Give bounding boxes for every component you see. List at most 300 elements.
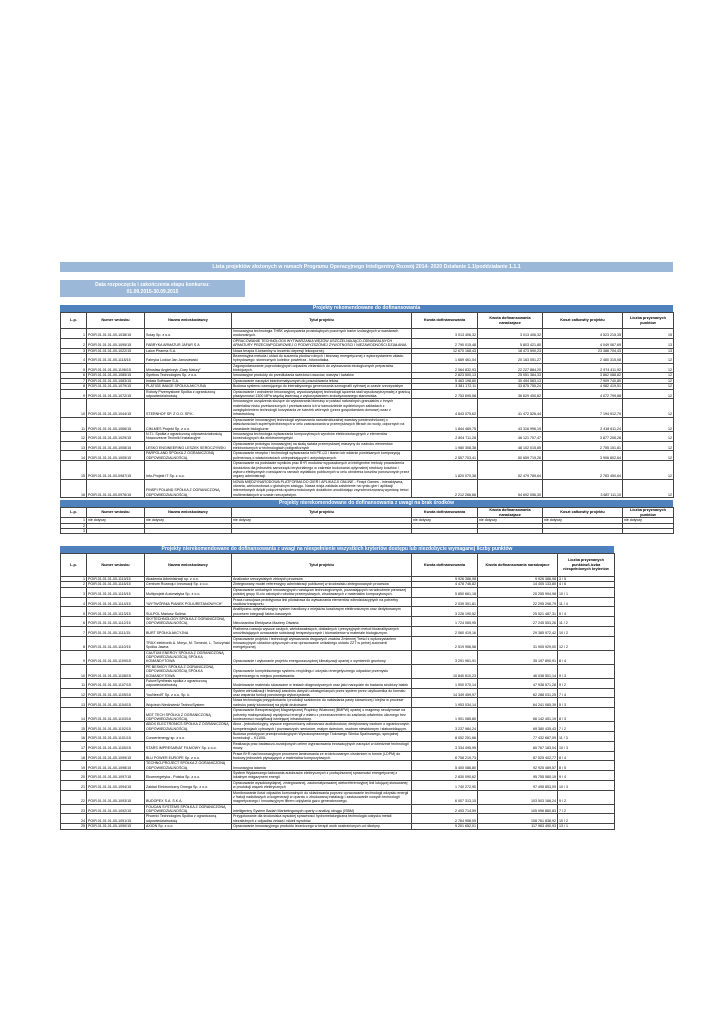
- cell-points: 12: [623, 389, 674, 399]
- cell-granted: 80 767 183,04: [478, 741, 558, 751]
- cell-name: Concertenergy sp. z o.o.: [145, 732, 232, 742]
- cell-granted: 117 963 490,93: [478, 824, 558, 829]
- cell-granted: 3 013 406,32: [478, 329, 543, 339]
- cell-name: SULPOL Mariusz Sulima: [145, 607, 232, 617]
- cell-cost: 5 463 198,80: [412, 378, 478, 383]
- cell-num: POIR.01.01.01-00-1105/15: [87, 688, 145, 698]
- table-row: [61, 790, 615, 804]
- cell-title: Nieczwardna Efektywna Maziery Otwarta: [232, 617, 412, 627]
- section-failed-criteria: Projekty nierekomendowane do dofinansowania z uwagi na niespełnienie wszystkich kryteriów dostępu lub niezdobycie wymaganej liczby punktów: [60, 546, 614, 553]
- col-header-number: Numer wniosku: [87, 313, 145, 329]
- col-header-title: Tytuł projektu: [232, 554, 412, 577]
- col-header-funding-cumulative: Kwota dofinansowania naradzajace: [478, 313, 543, 329]
- cell-cost: 1 900 070,14: [412, 678, 478, 688]
- cell-cost: 1 820 070,38: [412, 461, 478, 480]
- col-header-funding: Kwota dofinansowania: [412, 508, 478, 518]
- cell-title: Innowacyjna technologia THBK wykonywania prostokątnych pozornych barier izolacyjnych w warstwach wodonośnych.: [232, 329, 412, 339]
- cell-granted: 22 227 884,20: [478, 363, 543, 373]
- cell-title: Zintegrowany model referencyjny administracji publicznej w środowisku zintegrowanych procesów: [232, 582, 412, 587]
- cell-title: Nowa technologia przygotowania i produkcji szablonów do nakładania pasty lutowniczej i klejów w procesie nadruku pasty lutowniczej na płytki drukowane: [232, 698, 412, 708]
- cell-num: POIR.01.01.01-00-1102/15: [87, 722, 145, 732]
- cell-granted: 46 121 707,47: [478, 431, 543, 441]
- cell-num: POIR.01.01.01-00-1091/15: [87, 814, 145, 824]
- cell-granted: 27 245 553,26: [478, 617, 558, 627]
- cell-points: 10 / 3: [558, 780, 615, 790]
- cell-num: POIR.01.01.01-00-1097/15: [87, 771, 145, 781]
- cell-name: Centrum Rozwoju i Innowacji Sp. z o.o.: [145, 582, 232, 587]
- col-header-number: Numer wniosku: [87, 554, 145, 577]
- cell-name: BUDOPEX S.A. S.K.A.: [145, 790, 232, 804]
- table-row: [61, 814, 615, 824]
- cell-cost: 3 237 984,24: [412, 722, 478, 732]
- table-row: [61, 780, 615, 790]
- cell-lp: 7: [61, 626, 87, 636]
- cell-num: POIR.01.01.01-00-1044/15: [87, 399, 145, 418]
- cell-lp: 11: [61, 678, 87, 688]
- cell-total: 4 982 419,51: [543, 384, 623, 389]
- cell-granted: 87 525 402,77: [478, 751, 558, 761]
- cell-granted: 92 925 489,57: [478, 761, 558, 771]
- cell-name: FINSPI POLAND SPÓŁKA Z OGRANICZONĄ ODPOWIEDZIALNOŚCIĄ: [145, 479, 232, 498]
- cell-title: Opracowanie kompleksowego systemu recyklingu i odzysku energetycznego odpadów przemysłu papierniczego w miejscu powstawania.: [232, 664, 412, 678]
- cell-granted: 33 875 755,24: [478, 384, 543, 389]
- table-row: [61, 761, 615, 771]
- cell-granted: 25 051 384,33: [478, 373, 543, 378]
- cell-num: POIR.01.01.01-00-1072/15: [87, 389, 145, 399]
- cell-name: MGT TECH SPÓŁKA Z OGRANICZONĄ ODPOWIEDZIALNOŚCIĄ: [145, 708, 232, 722]
- col-header-number: Numer wniosku: [87, 508, 145, 518]
- cell-name: YouNeedIT Sp. z o.o. Sp. k.: [145, 688, 232, 698]
- cell-title: Analityczno-optymalizacyjny system handlowy z miejsków kosztowym elektronicznym oraz dedykowanym procesem integracji faktur-kasowych.: [232, 607, 412, 617]
- cell-cost: 2 212 266,66: [412, 479, 478, 498]
- cell-title: Opracowanie receptur i technologii wytwarzania folii PE-LD i tkanin lub włóknin powlekanych kompozycją polimerową o właściwościach uniepalniających i antystatycznych.: [232, 451, 412, 461]
- col-header-points-criteria: Liczba przyznanych punktów/Liczba niespełnionych kryteriów: [558, 554, 615, 577]
- cell-points: 8 / 4: [558, 751, 615, 761]
- cell-points: 12: [623, 399, 674, 418]
- cell-name: FOUCAN SYSTEMS SPÓŁKA Z OGRANICZONĄ ODPOWIEDZIALNOŚCIĄ: [145, 804, 232, 814]
- cell-num: POIR.01.01.01-00-1022/15: [87, 348, 145, 353]
- cell-lp: 20: [61, 771, 87, 781]
- cell-granted: 62 288 031,25: [478, 688, 558, 698]
- cell-lp: 1: [61, 518, 87, 523]
- cell-total: 3 906 802,64: [543, 451, 623, 461]
- cell-num: POIR.01.01.01-00-1079/15: [87, 384, 145, 389]
- cell-lp: 15: [61, 722, 87, 732]
- cell-num: POIR.01.01.01-00-0987/15: [87, 461, 145, 480]
- table-row: [61, 329, 674, 339]
- cell-title: Innowacyjna technologia wytwarzania kompozytowych wyrobów elektroizolacyjnych z elementów konstrukcyjnych dla elektroenergetyki: [232, 431, 412, 441]
- cell-cost: 6 758 219,73: [412, 751, 478, 761]
- cell-num: POIR.01.01.01-00-1083/15: [87, 378, 145, 383]
- cell-points: 12: [623, 384, 674, 389]
- cell-num: POIR.01.01.01-00-1093/15: [87, 790, 145, 804]
- table-row: [61, 479, 674, 498]
- cell-granted: 20 163 051,27: [478, 353, 543, 363]
- cell-num: POIR.01.01.01-00-1114/15: [87, 597, 145, 607]
- table-row: [61, 338, 674, 348]
- table-row: [61, 626, 615, 636]
- cell-name: PARPOLAND SPÓŁKA Z OGRANICZONĄ ODPOWIEDZIALNOŚCIĄ: [145, 451, 232, 461]
- cell-points: 12: [623, 373, 674, 378]
- cell-name: Multiprojekt Automatyka Sp. z o.o.: [145, 587, 232, 597]
- cell-name: nie dotyczy: [145, 518, 232, 523]
- cell-granted: 25 521 487,31: [478, 607, 558, 617]
- cell-granted: 43 316 996,19: [478, 417, 543, 431]
- cell-points: 11 / 4: [558, 597, 615, 607]
- cell-points: [623, 529, 674, 534]
- cell-points: 7 / 2: [558, 804, 615, 814]
- cell-num: POIR.01.01.01-00-1110/15: [87, 636, 145, 650]
- cell-num: POIR.01.01.01-00-1066/15: [87, 417, 145, 431]
- cell-total: 4 049 067,69: [543, 338, 623, 348]
- cell-total: 7 909 740,80: [543, 378, 623, 383]
- cell-points: 13: [623, 338, 674, 348]
- cell-points: 12: [623, 378, 674, 383]
- cell-granted: 54 692 056,30: [478, 479, 543, 498]
- cell-title: Opracowanie innowacyjnego produktu leczniczego w terapii osób uzależnionych od nikotyny.: [232, 824, 412, 829]
- cell-title: Analizator rzeczywistych zbiorych procesów: [232, 577, 412, 582]
- cell-lp: 5: [61, 607, 87, 617]
- cell-granted: 36 629 450,82: [478, 389, 543, 399]
- col-header-applicant: Nazwa wnioskodawcy: [145, 554, 232, 577]
- cell-points: 8 / 4: [558, 650, 615, 664]
- cell-lp: 7: [61, 378, 87, 383]
- cell-lp: 2: [61, 338, 87, 348]
- cell-granted: 14 405 133,80: [478, 582, 558, 587]
- cell-num: POIR.01.01.01-00-1094/15: [87, 780, 145, 790]
- cell-points: 8 / 5: [558, 761, 615, 771]
- cell-num: nie dotyczy: [87, 518, 145, 523]
- cell-name: Info-Projekt IT Sp. z o.o.: [145, 461, 232, 480]
- cell-cost: 1 953 034,14: [412, 698, 478, 708]
- cell-title: Monitorowanie ilości odpadów komunalnych do składowania poprzez opracowanie technologii odzysku energii z frakcji nadsitowych w kogeneracji w oparciu o zbudowaną instalację i zastosowanie nowych technologii magnetycznego i innowacyjnym filtrem odpylania gazu generatorowego.: [232, 790, 412, 804]
- table-row: [61, 650, 615, 664]
- cell-num: POIR.01.01.01-00-1100/15: [87, 741, 145, 751]
- cell-title: Intelligentny System Badań Marketingowych oparty o analizę okrągu (ISBM): [232, 804, 412, 814]
- cell-title: Opracowanie i wykonanie projektu energooszczędnej klimatyzacji opartej o wymiennik gruntowy.: [232, 650, 412, 664]
- cell-total: 2 755 151,81: [543, 441, 623, 451]
- col-header-total-cost: Koszt całkowity projektu: [543, 508, 623, 518]
- table-row: [61, 607, 615, 617]
- col-header-lp: L.p.: [61, 554, 87, 577]
- cell-name: Zakład Elektroniczny Omega Sp. z o.o.: [145, 780, 232, 790]
- cell-title: Bezemisyjna metoda i układ do suszenia płodów rolnych i biomasy energetycznej z wykorzystaniem układu hybrydowego: słonecznych kolektor powietrza - fotowoltaika.: [232, 353, 412, 363]
- cell-cost: 2 060 419,16: [412, 626, 478, 636]
- cell-points: 12: [623, 479, 674, 498]
- cell-cost: 2 790 015,48: [412, 338, 478, 348]
- cell-cost: 5 400 086,80: [412, 761, 478, 771]
- cell-total: 3 877 206,28: [543, 431, 623, 441]
- cell-name: Ekoenergetyka - Polska Sp. z o.o.: [145, 771, 232, 781]
- cell-lp: 16: [61, 732, 87, 742]
- table-row: [61, 678, 615, 688]
- cell-total: 7 194 912,79: [543, 399, 623, 418]
- cell-name: Akademia Administracji sp. z o.o.: [145, 577, 232, 582]
- cell-lp: 13: [61, 698, 87, 708]
- cell-lp: 15: [61, 461, 87, 480]
- cell-cost: 3 291 961,91: [412, 650, 478, 664]
- cell-cost: 3 334 495,95: [412, 741, 478, 751]
- cell-title: Opracowanie narzędzi bioinformatycznych do poszukiwania leków: [232, 378, 412, 383]
- cell-cost: 9 201 652,01: [412, 824, 478, 829]
- cell-granted: 77 432 687,09: [478, 732, 558, 742]
- cell-lp: 5: [61, 363, 87, 373]
- cell-title: Prace B+R nad innowacyjnym procesem laminowania ze zróżnicowanym ciśnieniem w formie (LDPM) do budowy jednostek pływających z materiałów kompozytowych.: [232, 751, 412, 761]
- cell-cost: nie dotyczy: [412, 518, 478, 523]
- cell-title: System wirtualizacji i federacji zasobów danych udostępnianych przez system przez użytkownika do formatu oraz wsparcia funkcji ponownego wykorzystania.: [232, 688, 412, 698]
- table-row: [61, 741, 615, 751]
- col-header-lp: L.p.: [61, 508, 87, 518]
- cell-lp: 8: [61, 384, 87, 389]
- cell-cost: 5 850 661,18: [412, 587, 478, 597]
- cell-points: 12: [623, 417, 674, 431]
- cell-title: nie dotyczy: [232, 518, 412, 523]
- cell-lp: 23: [61, 804, 87, 814]
- cell-points: 12: [623, 441, 674, 451]
- cell-lp: 2: [61, 582, 87, 587]
- cell-granted: 103 503 166,24: [478, 790, 558, 804]
- cell-name: FABRYKA ARMATUR JAFAR S.A: [145, 338, 232, 348]
- cell-cost: 2 493 714,59: [412, 804, 478, 814]
- cell-points: 12: [623, 461, 674, 480]
- cell-lp: 1: [61, 577, 87, 582]
- cell-lp: 8: [61, 636, 87, 650]
- cell-lp: 6: [61, 617, 87, 627]
- cell-lp: 19: [61, 761, 87, 771]
- table-row: [61, 363, 674, 373]
- cell-title: Budowa systemu ozonującego do interaktywnego generowania szorognafii cyfrowej w czasie rzeczywistym: [232, 384, 412, 389]
- cell-num: [87, 529, 145, 534]
- cell-name: “WYTWÓRNIA PIANEK POLIURETANOWYCH”: [145, 597, 232, 607]
- cell-points: 9 / 2: [558, 790, 615, 804]
- cell-lp: 14: [61, 451, 87, 461]
- cell-cost: 1 740 272,90: [412, 780, 478, 790]
- cell-title: System Wydawczego ładowania autobusów elektrycznych z podwyższonej sprawności energetycznej z lokalnym magazynem energii.: [232, 771, 412, 781]
- cell-cost: 2 064 832,93: [412, 363, 478, 373]
- cell-num: POIR.01.01.01-00-1029/15: [87, 431, 145, 441]
- cell-num: POIR.01.01.01-00-1109/15: [87, 650, 145, 664]
- section-recommended: Projekty rekomendowane do dofinansowania: [60, 305, 673, 312]
- cell-name: Synthos Technologies Sp. z o.o.: [145, 373, 232, 378]
- cell-title: Platforma rozwoju wysoce czułych, wielokanałowych, dokładnych i precyzyjnych metod bioanalitycznych umożliwiających oznaczanie substancji terapeutycznych i biomarkerów w materiale biologicznym.: [232, 626, 412, 636]
- cell-granted: 41 472 526,44: [478, 399, 543, 418]
- not-recommended-table: [60, 507, 674, 534]
- cell-title: [232, 529, 412, 534]
- table-row: [61, 636, 615, 650]
- cell-title: Opracowanie Bezoperacyjnej Magnetycznej Prądnicy Wiatrowej (BMPW) opartej o magnesy neodymowe na potrzeby maksymalizacji wydajności energii z wiatru z przeznaczeniem do zasilania odwiertów ulicznego bez konieczności modyfikacji istniejącej infrastruktury.: [232, 708, 412, 722]
- cell-cost: 1 724 065,95: [412, 617, 478, 627]
- cell-num: POIR.01.01.01-00-1115/15: [87, 587, 145, 597]
- cell-lp: 4: [61, 597, 87, 607]
- cell-cost: 4 843 075,62: [412, 399, 478, 418]
- cell-cost: 3 013 406,32: [412, 329, 478, 339]
- cell-num: POIR.01.01.01-00-1104/15: [87, 698, 145, 708]
- cell-num: POIR.01.01.01-00-1103/15: [87, 708, 145, 722]
- cell-cost: 1 901 085,80: [412, 708, 478, 722]
- table-row: [61, 688, 615, 698]
- cell-points: 3 / 5: [558, 577, 615, 582]
- cell-num: POIR.01.01.01-00-1038/15: [87, 329, 145, 339]
- cell-title: Innowacyjna latarnia: [232, 761, 412, 771]
- cell-points: 8 / 3: [558, 708, 615, 722]
- cell-granted: 35 197 890,91: [478, 650, 558, 664]
- cell-points: 12: [623, 353, 674, 363]
- cell-name: ABOX ELECTRONICS SPÓŁKA Z OGRANICZONĄ ODPOWIEDZIALNOŚCIĄ: [145, 722, 232, 732]
- cell-lp: 6: [61, 373, 87, 378]
- cell-total: 3 687 111,10: [543, 479, 623, 498]
- cell-granted: 97 495 853,09: [478, 780, 558, 790]
- cell-cost: 1 689 461,04: [412, 353, 478, 363]
- cell-total: 2 480 315,08: [543, 353, 623, 363]
- table-row: [61, 461, 674, 480]
- col-header-points: Liczba przyznanych punktów: [623, 508, 674, 518]
- cell-lp: 9: [61, 389, 87, 399]
- cell-cost: 2 039 301,81: [412, 597, 478, 607]
- cell-granted: nie dotyczy: [478, 518, 543, 523]
- cell-cost: 2 830 090,62: [412, 771, 478, 781]
- cell-points: 13 / 1: [558, 824, 615, 829]
- cell-title: Innowacyjne produkty do przedłużania świeżości owoców, warzyw i kwiatów: [232, 373, 412, 378]
- cell-name: Fabryka Lodów Jan Janusiewski: [145, 353, 232, 363]
- cell-cost: 14 349 459,97: [412, 688, 478, 698]
- cell-lp: 17: [61, 741, 87, 751]
- cell-name: [145, 529, 232, 534]
- cell-name: CIM-MES Projekt Sp. z o.o.: [145, 417, 232, 431]
- cell-lp: 24: [61, 814, 87, 824]
- cell-total: 4 523 215,35: [543, 329, 623, 339]
- cell-total: 2 418 611,24: [543, 417, 623, 431]
- table-row: [61, 698, 615, 708]
- cell-lp: 14: [61, 708, 87, 722]
- cell-title: OPRACOWANIE TECHNOLOGII WYTWARZANIA WĘŻÓW USZCZELNIAJĄCO-ODNAWIALNYCH ARMATURY PRZECIWPOŻAROWEJ O PODWYŻSZONEJ ŻYWOTNOŚCI I NIEZAWODNOŚCI DZIAŁANIA: [232, 338, 412, 348]
- cell-num: POIR.01.01.01-00-1085/15: [87, 373, 145, 378]
- col-header-funding-cumulative: Kwota dofinansowania naradzajace: [478, 508, 543, 518]
- cell-title: Opracowanie prototypu innowacyjnej na skalę świata przemysłowej maszyny do nadruku elementów elektronicznych w technologiach poligraficznych: [232, 441, 412, 451]
- cell-granted: 29 385 972,42: [478, 626, 558, 636]
- cell-cost: 2 764 958,09: [412, 814, 478, 824]
- cell-granted: 20 255 994,98: [478, 587, 558, 597]
- table-row: [61, 597, 615, 607]
- cell-cost: 12 670 168,43: [412, 348, 478, 353]
- cell-num: POIR.01.01.01-00-1098/15: [87, 761, 145, 771]
- contest-date-box: [60, 280, 245, 297]
- cell-points: 11 / 3: [558, 732, 615, 742]
- cell-lp: 1: [61, 329, 87, 339]
- cell-lp: 3: [61, 529, 87, 534]
- cell-cost: 3 226 190,52: [412, 607, 478, 617]
- cell-lp: 12: [61, 688, 87, 698]
- col-header-lp: L.p.: [61, 313, 87, 329]
- cell-cost: 6 007 313,15: [412, 790, 478, 804]
- cell-title: Nowa terapia Il-ketaminy w leczeniu depresji lekoopornej.: [232, 348, 412, 353]
- cell-points: 5 / 3: [558, 698, 615, 708]
- table-row: [61, 804, 615, 814]
- recommended-table: [60, 312, 674, 498]
- cell-points: 12 / 2: [558, 636, 615, 650]
- cell-granted: 52 479 789,64: [478, 461, 543, 480]
- cell-cost: 8 052 251,66: [412, 732, 478, 742]
- cell-granted: 95 755 580,19: [478, 771, 558, 781]
- col-header-funding: Kwota dofinansowania: [412, 554, 478, 577]
- cell-total: 4 072 799,88: [543, 389, 623, 399]
- cell-points: 9 / 4: [558, 771, 615, 781]
- cell-granted: 22 295 296,79: [478, 597, 558, 607]
- cell-lp: 16: [61, 479, 87, 498]
- cell-title: Opracowanie innowacyjnej technologii wytwarzania nanostrukturalnej warstwy powierzchniowej o właściwościach superhydrofobowych w celu zastosowania w przemysłowych filtrach do wody, odpornych na zarastanie biologiczne: [232, 417, 412, 431]
- cell-points: 7 / 2: [558, 722, 615, 732]
- cell-title: Opracowanie wysokowydajnej, zintegrowanej, zautomatyzowanej wielorefererncyjnej linii lutującej stosowanej w produkcji wiązek elektrycznych: [232, 780, 412, 790]
- col-header-funding-cumulative: Kwota dofinansowania naradzajace: [478, 554, 558, 577]
- cell-cost: 2 519 956,58: [412, 636, 478, 650]
- col-header-points: Liczba przyznanych punktów: [623, 313, 674, 329]
- cell-points: 13: [623, 348, 674, 353]
- cell-lp: 22: [61, 790, 87, 804]
- cell-name: Indata Software S.A.: [145, 378, 232, 383]
- cell-granted: 46 038 501,14: [478, 664, 558, 678]
- cell-num: POIR.01.01.01-00-1095/15: [87, 338, 145, 348]
- cell-points: 15: [623, 329, 674, 339]
- table-row: [61, 431, 674, 441]
- col-header-funding: Kwota dofinansowania: [412, 313, 478, 329]
- cell-title: Opracowanie projektu i technologii wytwarzania drogowych znaków Zmiennej Treści z wykorzystaniem innowacyjnych układów optycznych oraz opracowanie unikalnego układu ZZT w pełnej autonomii energetycznej.: [232, 636, 412, 650]
- cell-name: Roboty Przemysłowe Spółka z ograniczoną odpowiedzialnością: [145, 389, 232, 399]
- cell-lp: 13: [61, 441, 87, 451]
- table-row: [61, 664, 615, 678]
- cell-num: POIR.01.01.01-00-1099/15: [87, 751, 145, 761]
- cell-cost: 10 840 610,23: [412, 664, 478, 678]
- cell-num: POIR.01.01.01-00-1118/15: [87, 353, 145, 363]
- cell-granted: [478, 529, 543, 534]
- cell-total: nie dotyczy: [543, 518, 623, 523]
- cell-title: Opracowanie unikalnych innowacyjnych rozwiązań technologicznych, pozwalających na wdrożenie pierwszej polskiej grupy III-cio osiowych robotów przemysłowych, zbudowanych z materiałów kompozytowych.: [232, 587, 412, 597]
- cell-num: POIR.01.01.01-00-1090/15: [87, 824, 145, 829]
- cell-name: TECHNO-PROJECT SPÓŁKA Z OGRANICZONĄ ODPOWIEDZIALNOŚCIĄ: [145, 761, 232, 771]
- col-header-total-cost: Koszt całkowity projektu: [543, 313, 623, 329]
- cell-title: Innowacyjne urządzenia służące do wytwarzania biomasy w postaci naturalnych granulatów z innych materiałów nisko przetworzonych i przetwarzania ich w samodzielnie wydzielonych zakładach z uwzględnieniem technologii korzystania ze ścieżek wtórnych (przez gospodarstwa domowe) wraz z infrastrukturą.: [232, 399, 412, 418]
- table-row: [61, 751, 615, 761]
- cell-name: N.T.I. Spółka z ograniczoną odpowiedzialnością Nowoczesne Techniki Instalacyjne: [145, 431, 232, 441]
- cell-points: 9 / 3: [558, 664, 615, 678]
- cell-name: Wojciech Niedźwiedź TechnoSystem: [145, 698, 232, 708]
- cell-name: BLU POWER EUROPE Sp. z o.o.: [145, 751, 232, 761]
- cell-title: Zagospodarowanie poprodukcyjnych odpadów zielarskich do wytwarzania ekologicznych preparatów biobójczych.: [232, 363, 412, 373]
- cell-name: Mirosław Angielczyk „Dary Natury”: [145, 363, 232, 373]
- cell-num: POIR.01.01.01-00-1092/15: [87, 804, 145, 814]
- cell-lp: 4: [61, 353, 87, 363]
- cell-name: PLATIGE IMAGE SPÓŁKA AKCYJNA: [145, 384, 232, 389]
- table-row: [61, 417, 674, 431]
- table-row: [61, 399, 674, 418]
- cell-title: Przygotowanie dla środowiska wysokiej sprawności hydrometalurgiczna technologia odzysku metali niezależnych z odpadów żelaza i nikieli wyrobów.: [232, 814, 412, 824]
- cell-points: 12: [623, 431, 674, 441]
- cell-title: NOWA MIĘDZYNARODOWA PLATFORMA DO GIER I APLIKACJI ONLINE - Finspi Games - interaktywna, otwarta, wieloosobowa o globalnym zasięgu. Nasza wizja zakłada zaistnienie na rynku gier i aplikacji internetowych dzięki połączeniu społecznościowych dodatków umożliwiając zsynchronizowaną wymianę treści multimedialnych w czasie rzeczywistym.: [232, 479, 412, 498]
- cell-granted: 64 241 065,39: [478, 698, 558, 708]
- cell-granted: 50 659 719,26: [478, 451, 543, 461]
- col-header-title: Tytuł projektu: [232, 313, 412, 329]
- table-row: [61, 708, 615, 722]
- cell-total: 23 386 704,43: [543, 348, 623, 353]
- cell-name: Phoenix Technologies Spółka z ograniczoną odpowiedzialnością: [145, 814, 232, 824]
- cell-name: CAUTUM ENERGY SPÓŁKA Z OGRANICZONĄ ODPOWIEDZIALNOŚCIĄ SPÓŁKA KOMANDYTOWA: [145, 650, 232, 664]
- cell-lp: 9: [61, 650, 87, 664]
- cell-name: PE BESKIDY SPÓŁKA Z OGRANICZONĄ ODPOWIEDZIALNOŚCIĄ SPÓŁKA KOMANDYTOWA: [145, 664, 232, 678]
- cell-name: AXION Sp. z o.o.: [145, 824, 232, 829]
- cell-cost: 2 823 500,13: [412, 373, 478, 378]
- cell-lp: 21: [61, 780, 87, 790]
- table-header-row: [61, 508, 674, 518]
- cell-granted: 105 996 880,83: [478, 804, 558, 814]
- col-header-applicant: Nazwa wnioskodawcy: [145, 508, 232, 518]
